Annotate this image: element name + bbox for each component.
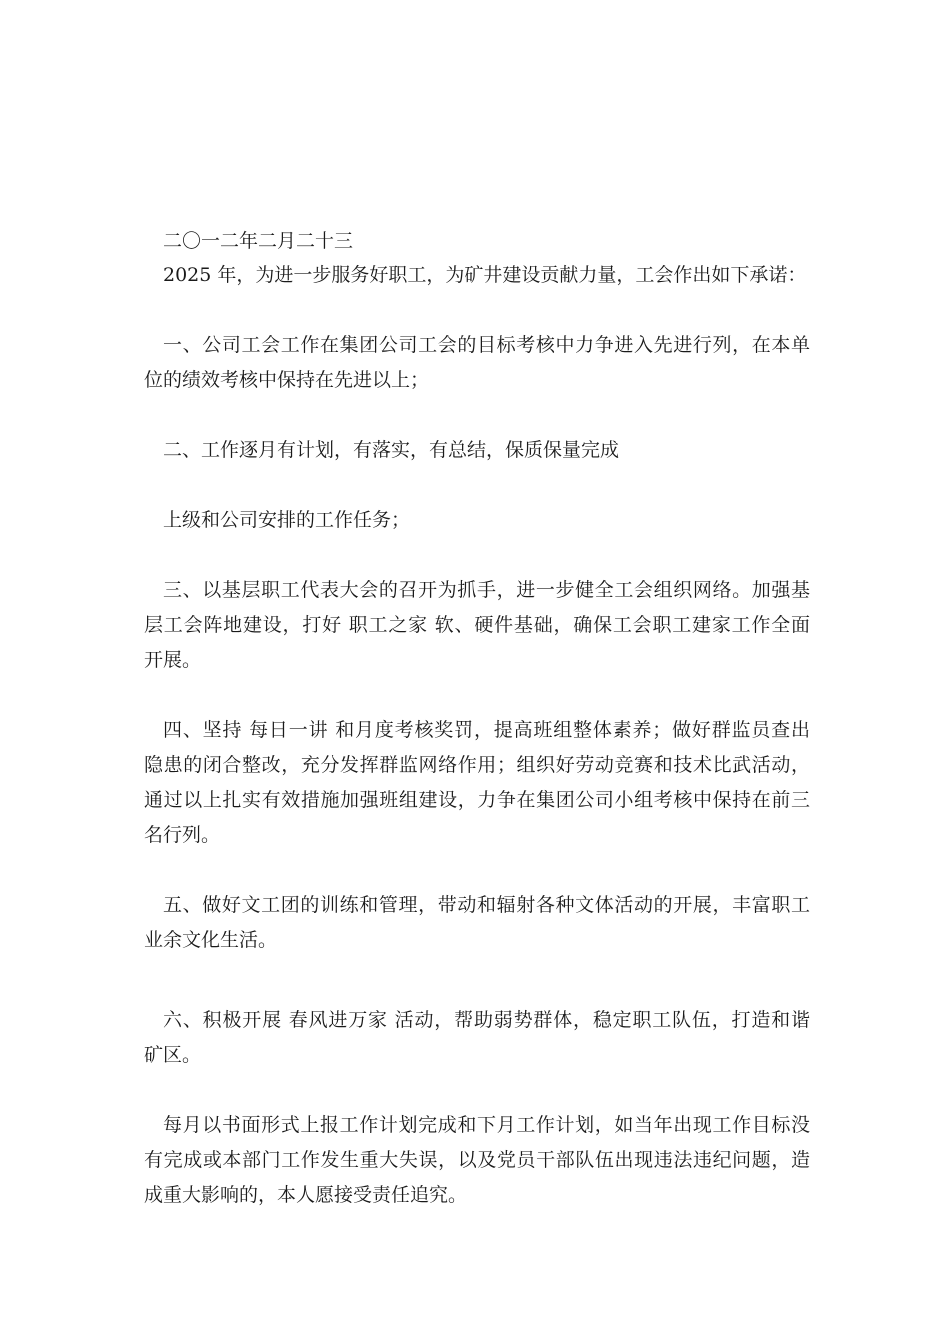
item-4-line-1: 四、坚持 每日一讲 和月度考核奖罚，提高班组整体素养；做好群监员查出 <box>163 719 810 741</box>
item-3-line-2: 层工会阵地建设，打好 职工之家 软、硬件基础，确保工会职工建家工作全面 <box>144 614 810 636</box>
item-2-line-1: 二、工作逐月有计划，有落实，有总结，保质保量完成 <box>163 439 620 461</box>
closing-line-3: 成重大影响的，本人愿接受责任追究。 <box>144 1184 468 1206</box>
closing-line-1: 每月以书面形式上报工作计划完成和下月工作计划，如当年出现工作目标没 <box>163 1114 810 1136</box>
item-5-line-1: 五、做好文工团的训练和管理，带动和辐射各种文体活动的开展，丰富职工 <box>163 894 810 916</box>
item-4-line-3: 通过以上扎实有效措施加强班组建设，力争在集团公司小组考核中保持在前三 <box>144 789 810 811</box>
intro-paragraph: 2025 年，为进一步服务好职工，为矿井建设贡献力量，工会作出如下承诺： <box>163 264 807 286</box>
item-6-line-1: 六、积极开展 春风进万家 活动，帮助弱势群体，稳定职工队伍，打造和谐 <box>163 1009 810 1031</box>
date-line: 二〇一二年二月二十三 <box>163 230 354 252</box>
item-5-line-2: 业余文化生活。 <box>144 929 278 951</box>
item-1-line-1: 一、公司工会工作在集团公司工会的目标考核中力争进入先进行列，在本单 <box>163 334 810 356</box>
item-4-line-4: 名行列。 <box>144 824 221 846</box>
item-4-line-2: 隐患的闭合整改，充分发挥群监网络作用；组织好劳动竞赛和技术比武活动， <box>144 754 810 776</box>
item-3-line-3: 开展。 <box>144 649 202 671</box>
item-1-line-2: 位的绩效考核中保持在先进以上； <box>144 369 430 391</box>
item-2-line-2: 上级和公司安排的工作任务； <box>163 509 411 531</box>
item-3-line-1: 三、以基层职工代表大会的召开为抓手，进一步健全工会组织网络。加强基 <box>163 579 810 601</box>
item-6-line-2: 矿区。 <box>144 1044 202 1066</box>
closing-line-2: 有完成或本部门工作发生重大失误，以及党员干部队伍出现违法违纪问题，造 <box>144 1149 810 1171</box>
